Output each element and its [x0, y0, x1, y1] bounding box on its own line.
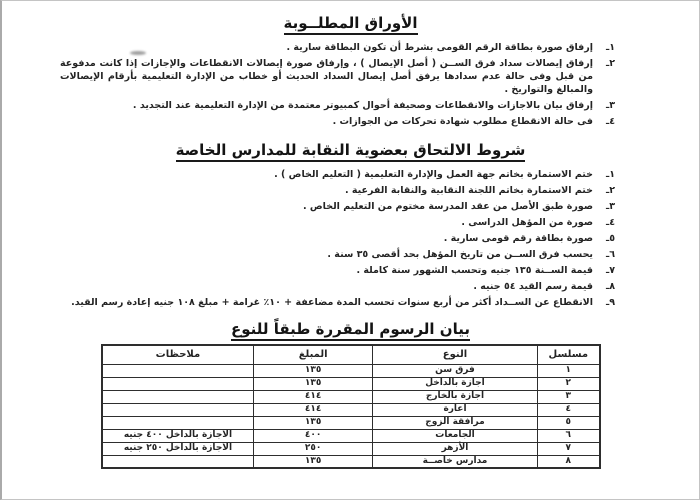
list-item — [60, 200, 615, 213]
cell-type: الأزهر — [372, 442, 537, 455]
scan-artifact — [130, 51, 146, 55]
table-row — [102, 455, 600, 468]
fees-table-body — [102, 364, 600, 468]
table-row — [102, 364, 600, 377]
cell-serial: ٤ — [538, 403, 600, 416]
cell-notes — [102, 377, 254, 390]
section-title-fees-statement — [2, 320, 699, 338]
item-number: ٥ـ — [605, 233, 615, 244]
item-text: إرفاق إيصالات سداد فرق الســن ( أصل الإيصال ) ، وإرفاق صورة إيصالات الانقطاعات والإجازات إذا كانت مدفوعة من قبل وفى حالة عدم سدادها يرفق أصل إيصال السداد الحديث أو خطاب من الإدارة التعليمية بأرقام الإيصالات والمبالغ والتواريخ . — [60, 58, 593, 95]
item-text: صورة من المؤهل الدراسى . — [461, 217, 593, 228]
item-text: إرفاق صورة بطاقة الرقم القومى بشرط أن تكون البطاقة سارية . — [286, 42, 593, 53]
cell-amount: ١٣٥ — [254, 364, 372, 377]
required-documents-list — [2, 41, 699, 128]
list-item — [60, 57, 615, 96]
cell-notes: الاجازة بالداخل ٤٠٠ جنيه — [102, 429, 254, 442]
cell-amount: ٤١٤ — [254, 403, 372, 416]
item-number: ٤ـ — [605, 116, 615, 127]
item-number: ٧ـ — [605, 265, 615, 276]
item-number: ٣ـ — [605, 100, 615, 111]
list-item — [60, 115, 615, 128]
section-title-text: بيان الرسوم المقررة طبقاً للنوع — [231, 320, 470, 341]
table-row — [102, 403, 600, 416]
section-title-membership-conditions — [2, 141, 699, 159]
col-header-amount: المبلغ — [254, 345, 372, 364]
cell-notes: الاجازة بالداخل ٢٥٠ جنيه — [102, 442, 254, 455]
list-item — [60, 168, 615, 181]
table-row — [102, 390, 600, 403]
section-title-text: الأوراق المطلــوبة — [284, 14, 418, 35]
cell-notes — [102, 403, 254, 416]
cell-type: مرافقة الزوج — [372, 416, 537, 429]
list-item — [60, 264, 615, 277]
col-header-serial: مسلسل — [538, 345, 600, 364]
item-text: فى حالة الانقطاع مطلوب شهادة تحركات من الجوازات . — [332, 116, 593, 127]
item-number: ٨ـ — [605, 281, 615, 292]
item-number: ٩ـ — [605, 297, 615, 308]
table-row — [102, 442, 600, 455]
cell-type: اعارة — [372, 403, 537, 416]
item-text: ختم الاستمارة بخاتم اللجنة النقابية والنقابة الفرعية . — [344, 185, 593, 196]
cell-serial: ٢ — [538, 377, 600, 390]
cell-type: الجامعات — [372, 429, 537, 442]
list-item — [60, 99, 615, 112]
table-header-row — [102, 345, 600, 364]
list-item — [60, 184, 615, 197]
col-header-type: النوع — [372, 345, 537, 364]
list-item — [60, 232, 615, 245]
item-number: ١ـ — [605, 169, 615, 180]
cell-amount: ٢٥٠ — [254, 442, 372, 455]
item-number: ١ـ — [605, 42, 615, 53]
list-item — [60, 280, 615, 293]
item-number: ٦ـ — [605, 249, 615, 260]
item-text: الانقطاع عن الســداد أكثر من أربع سنوات تحسب المدة مضاعفة + ١٠٪ غرامة + مبلغ ١٠٨ جنيه إعادة رسم القيد. — [71, 297, 593, 308]
cell-notes — [102, 416, 254, 429]
cell-notes — [102, 455, 254, 468]
section-title-text: شروط الالتحاق بعضوية النقابة للمدارس الخاصة — [176, 141, 526, 162]
cell-type: اجازة بالخارج — [372, 390, 537, 403]
item-number: ٢ـ — [605, 185, 615, 196]
membership-conditions-list — [2, 168, 699, 309]
item-text: صورة بطاقة رقم قومى سارية . — [443, 233, 593, 244]
cell-serial: ٦ — [538, 429, 600, 442]
item-number: ٤ـ — [605, 217, 615, 228]
table-row — [102, 429, 600, 442]
cell-serial: ٨ — [538, 455, 600, 468]
item-text: قيمة رسم القيد ٥٤ جنيه . — [473, 281, 593, 292]
table-row — [102, 416, 600, 429]
list-item — [60, 296, 615, 309]
cell-serial: ٥ — [538, 416, 600, 429]
cell-type: اجازة بالداخل — [372, 377, 537, 390]
fees-table — [101, 344, 601, 469]
col-header-notes: ملاحظات — [102, 345, 254, 364]
item-text: إرفاق بيان بالاجازات والانقطاعات وصحيفة أحوال كمبيوتر معتمدة من الإدارة التعليمية عند التجديد . — [132, 100, 593, 111]
cell-serial: ١ — [538, 364, 600, 377]
list-item — [60, 248, 615, 261]
item-text: صورة طبق الأصل من عقد المدرسة مختوم من التعليم الخاص . — [302, 201, 593, 212]
section-title-required-documents — [2, 1, 699, 32]
cell-amount: ١٣٥ — [254, 416, 372, 429]
item-text: قيمة الســنة ١٣٥ جنيه وتحسب الشهور سنة كاملة . — [356, 265, 593, 276]
list-item — [60, 216, 615, 229]
cell-amount: ٤٠٠ — [254, 429, 372, 442]
cell-serial: ٣ — [538, 390, 600, 403]
cell-notes — [102, 364, 254, 377]
cell-type: مدارس خاصــة — [372, 455, 537, 468]
cell-amount: ٤١٤ — [254, 390, 372, 403]
table-row — [102, 377, 600, 390]
cell-serial: ٧ — [538, 442, 600, 455]
item-number: ٢ـ — [605, 58, 615, 69]
item-number: ٣ـ — [605, 201, 615, 212]
item-text: ختم الاستمارة بخاتم جهة العمل والإدارة التعليمية ( التعليم الخاص ) . — [274, 169, 593, 180]
cell-type: فرق سن — [372, 364, 537, 377]
cell-amount: ١٣٥ — [254, 455, 372, 468]
cell-amount: ١٣٥ — [254, 377, 372, 390]
item-text: يحسب فرق الســن من تاريخ المؤهل بحد أقصى ٣٥ سنة . — [327, 249, 593, 260]
cell-notes — [102, 390, 254, 403]
